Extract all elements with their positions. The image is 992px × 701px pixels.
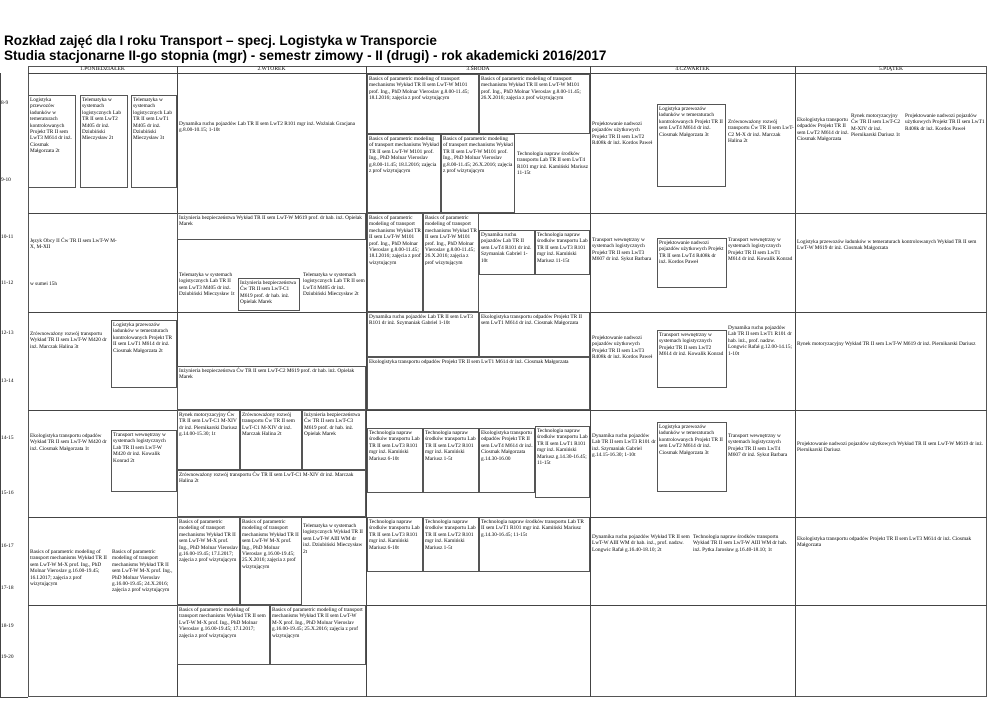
row-divider — [28, 213, 987, 214]
class-cell: Dynamika ruchu pojazdów Lab TR II sem LwT1 R101 dr hab. inż., prof. nadzw. Longwic Rafał g.12.00-14.15; 1-10t — [728, 325, 792, 357]
class-cell: Projektowanie nadwozi pojazdów użytkowych Projekt TR II sem LwT2 R408k dr inż. Kordos Paweł — [592, 121, 653, 147]
class-cell: Transport wewnętrzny w systemach logistycznych Lab TR II sem LwT-W M420 dr inż. Kowalik Konrad 2t — [111, 430, 177, 492]
class-cell: Logistyka przewozów ładunków w temeraturach kontrolowanych Projekt TR II sem LwT1 M614 dr inż. Ciosmak Małgorzata 2t — [111, 320, 177, 388]
page-title: Rozkład zajęć dla I roku Transport – specj. Logistyka w Transporcie — [4, 33, 437, 48]
hour-label: 19-20 — [1, 654, 14, 660]
class-cell: Logistyka przewozów ładunków w temeraturach kontrolowanych Projekt TR II sem LwT2 M614 dr inż. Ciosmak Małgorzata 3t — [657, 422, 727, 492]
class-cell: Rynek motoryzacyjny Ćw TR II sem LwT-C2 M-XIV dr inż. Piernikarski Dariusz 1t — [851, 113, 901, 139]
class-cell: Transport wewnętrzny w systemach logistycznych Projekt TR II sem LwT1 M614 dr inż. Kowalik Konrad — [728, 237, 793, 263]
class-cell: Basics of parametric modeling of transport mechanisms Wykład TR II sem LwT-W M-X prof. Ing., PhD Molnar Vieroslav g.16.00-19.45; 25.X.2016; zajęcia z prof wizytującym — [240, 517, 302, 605]
class-cell: Inżynieria bezpieczeństwa Wykład TR II sem LwT-W M619 prof. dr hab. inż. Opielak Marek — [177, 213, 366, 240]
class-cell: Rynek motoryzacyjny Wykład TR II sem LwT-W M619 dr inż. Piernikarski Dariusz — [797, 341, 976, 347]
class-cell: Telematyka w systemach logistycznych Lab TR II sem LwT2 M405 dr inż. Dziubiński Mieczysław 2t — [80, 95, 128, 188]
class-cell: Logistyka przewozów ładunków w temeraturach kontrolowanych Projekt TR II sem LwT4 M614 dr inż. Ciosmak Małgorzata 3t — [657, 104, 726, 187]
hour-label: 12-13 — [1, 330, 14, 336]
class-cell: Dynamika ruchu pojazdów Lab TR II sem LwT3 R101 dr inż. Szymaniak Gabriel 1-10t — [367, 312, 479, 357]
class-cell: Ekologistyka transportu odpadów Projekt TR II sem LwT1 M614 dr inż. Ciosmak Małgorzata — [479, 312, 590, 357]
class-cell: Ekologistyka transportu odpadów Wykład TR II sem LwT-W M420 dr inż. Ciosmak Małgorzata 1t — [30, 433, 107, 452]
day-header: 4.CZWARTEK — [675, 66, 710, 72]
class-cell: Dynamika ruchu pojazdów Lab TR II sem LwT3 R101 dr inż. Szymaniak Gabriel g.14.15-16.30; 1-10t — [592, 433, 656, 459]
class-cell: Basics of parametric modeling of transport mechanisms Wykład TR II sem LwT-W M-X prof. Ing., PhD Molnar Vieroslav g.16.00-19.45; 24.X.2016; zajęcia z prof wizytującym — [112, 549, 173, 594]
class-cell: Telematyka w systemach logistycznych Lab TR II sem LwT3 M405 dr inż. Dziubiński Mieczysław 1t — [179, 272, 235, 298]
class-cell: Zrównoważony rozwój transportu Wykład TR II sem LwT-W M420 dr inż. Marczak Halina 3t — [30, 331, 107, 350]
class-cell: Rynek motoryzacyjny Ćw TR II sem LwT-C1 M-XIV dr inż. Piernikarski Dariusz g.14.00-15.30; 1t — [177, 410, 240, 470]
class-cell: Zrównoważony rozwój transportu Ćw TR II sem LwT-C1 M-XIV dr inż. Marczak Halina 2t — [240, 410, 302, 470]
class-cell: Dynamika ruchu pojazdów Lab TR II sem LwT2 R101 mgr inż. Woźniak Gracjana g.8.00-10.15; 1-10t — [179, 121, 356, 134]
class-cell: Basics of parametric modeling of transport mechanisms Wykład TR II sem LwT-W M-X prof. Ing., PhD Molnar Vieroslav g.16.00-19.45; 17.I.2017; zajęcia z prof wizytującym — [177, 605, 270, 665]
class-cell: Dynamika ruchu pojazdów Wykład TR II sem LwT-W AIII WM dr hab. inż., prof. nadzw. Longwic Rafał g.16.40-18.10; 2t — [592, 534, 690, 553]
class-cell: Inżynieria bezpieczeństwa Ćw TR II sem LwT-C2 M619 prof. dr hab. inż. Opielak Marek — [177, 366, 366, 410]
class-cell: Technologia napraw środków transportu Lab TR II sem LwT2 R101 mgr inż. Kamiński Mariusz 1-5t — [423, 517, 479, 572]
day-header: 1.PONIEDZIAŁEK — [80, 66, 125, 72]
class-cell: Basics of parametric modeling of transport mechanisms Wykład TR II sem LwT-W M-X prof. Ing., PhD Molnar Vieroslav g.16.00-19.45; 17.I.2017; zajęcia z prof wizytującym — [177, 517, 240, 605]
class-cell: Telematyka w systemach logistycznych Lab TR II sem LwT1 M405 dr inż. Dziubiński Mieczysław 3t — [131, 95, 177, 188]
class-cell: Technologia napraw środków transportu Lab TR II sem LwT1 R101 mgr inż. Kamiński Mariusz g.14.30-16.45; 11-15t — [535, 426, 590, 498]
class-cell: Projektowanie nadwozi pojazdów użytkowych Projekt TR II sem LwT1 R408k dr inż. Kordos Paweł — [905, 113, 985, 132]
class-cell: Technologia napraw środków transportu Lab TR II sem LwT1 R101 mgr inż. Kamiński Mariusz g.14.30-16.45; 11-15t — [479, 517, 590, 572]
class-cell: Transport wewnętrzny w systemach logistycznych Projekt TR II sem LwT4 M607 dr inż. Sykut Barbara — [728, 433, 788, 459]
class-cell: Transport wewnętrzny w systemach logistycznych Projekt TR II sem LwT2 M614 dr inż. Kowalik Konrad — [657, 330, 727, 388]
class-cell: Inżynieria bezpieczeństwa Ćw TR II sem LwT-C3 M619 prof. dr hab. inż. Opielak Marek — [302, 410, 366, 470]
class-cell: Technologia napraw środków transportu Lab TR II sem LwT2 R101 mgr inż. Kamiński Mariusz 1-5t — [423, 428, 479, 493]
class-cell: Telematyka w systemach logistycznych Wykład TR II sem LwT-W AIII WM dr inż. Dziubiński Mieczysław 2t — [303, 523, 363, 555]
hour-label: 14-15 — [1, 435, 14, 441]
class-cell: Projektowanie nadwozi pojazdów użytkowych Projekt TR II sem LwT3 R408k dr inż. Kordos Paweł — [592, 335, 653, 361]
class-cell: Projektowanie nadwozi pojazdów użytkowych Wykład TR II sem LwT-W M619 dr inż. Piernikarski Dariusz — [797, 441, 984, 454]
day-header: 3.ŚRODA — [466, 66, 490, 72]
hour-label: 9-10 — [1, 177, 11, 183]
hour-label: 10-11 — [1, 234, 14, 240]
class-cell: Ekologistyka transportu odpadów Projekt TR II sem LwT2 M614 dr inż. Ciosmak Małgorzata — [797, 117, 849, 143]
row-divider — [28, 410, 987, 411]
hour-label: 11-12 — [1, 280, 14, 286]
class-cell: Basics of parametric modeling of transport mechanisms Wykład TR II sem LwT-W M-X prof. Ing., PhD Molnar Vieroslav g.16.00-19.45; 25.X.2016; zajęcia z prof wizytującym — [270, 605, 366, 665]
class-cell: Basics of parametric modeling of transport mechanisms Wykład TR II sem LwT-W M101 prof. Ing., PhD Molnar Vieroslav g.8.00-11.45; 26.X.2016; zajęcia z prof wizytującym — [479, 74, 590, 134]
class-cell: Zrównoważony rozwój transportu Ćw TR II sem LwT-C2 M-X dr inż. Marczak Halina 2t — [728, 119, 794, 145]
day-header: 2.WTOREK — [257, 66, 286, 72]
hour-label: 16-17 — [1, 543, 14, 549]
class-cell: Ekologistyka transportu odpadów Projekt TR II sem LwT3 M614 dr inż. Ciosmak Małgorzata — [797, 536, 972, 549]
class-cell: Zrównoważony rozwój transportu Ćw TR II sem LwT-C1 M-XIV dr inż. Marczak Halina 2t — [177, 470, 366, 517]
class-cell: Inżynieria bezpieczeństwa Ćw TR II sem LwT-C1 M619 prof. dr hab. inż. Opielak Marek — [238, 278, 300, 311]
class-cell: Transport wewnętrzny w systemach logistycznych Projekt TR II sem LwT3 M607 dr inż. Sykut Barbara — [592, 237, 652, 263]
class-cell: Ekologistyka transportu odpadów Projekt TR II sem LwT4 M614 dr inż. Ciosmak Małgorzata g.14.30-16.00 — [479, 428, 535, 493]
class-cell: Basics of parametric modeling of transport mechanisms Wykład TR II sem LwT-W M101 prof. Ing., PhD Molnar Vieroslav g.8.00-11.45; 18.I.2016; zajęcia z prof wizytującym — [367, 134, 441, 213]
class-cell: Basics of parametric modeling of transport mechanisms Wykład TR II sem LwT-W M101 prof. Ing., PhD Molnar Vieroslav g.8.00-11.45; 26.X.2016; zajęcia z prof wizytującym — [423, 213, 479, 312]
class-cell: Projektowanie nadwozi pojazdów użytkowych Projekt TR II sem LwT4 R408k dr inż. Kordos Paweł — [657, 238, 727, 288]
hour-column-border — [0, 697, 28, 698]
class-cell: Technologia napraw środków transportu Lab TR II sem LwT3 R101 mgr inż. Kamiński Mariusz 6-10t — [367, 517, 423, 572]
hour-label: 8-9 — [1, 100, 9, 106]
class-cell: Basics of parametric modeling of transport mechanisms Wykład TR II sem LwT-W M101 prof. Ing., PhD Molnar Vieroslav g.8.00-11.45; 18.I.2016; zajęcia z prof wizytującym — [367, 213, 423, 312]
class-cell: Basics of parametric modeling of transport mechanisms Wykład TR II sem LwT-W M101 prof. Ing., PhD Molnar Vieroslav g.8.00-11.45; 18.I.2016; zajęcia z prof wizytującym — [367, 74, 479, 134]
class-cell: Logistyka przewozów ładunków w temeraturach kontrolowanych Wykład TR II sem LwT-W M619 dr inż. Ciosmak Małgorzata — [797, 239, 977, 252]
class-cell: Logistyka przewozów ładunków w temeraturach kontrolowanych Projekt TR II sem LwT3 M614 dr inż. Ciosmak Małgorzata 2t — [28, 95, 76, 188]
class-cell: Technologia napraw środków transportu Lab TR II sem LwT3 R101 mgr inż. Kamiński Mariusz 11-15t — [535, 230, 590, 275]
hour-column-border — [0, 73, 1, 697]
class-cell: Basics of parametric modeling of transport mechanisms Wykład TR II sem LwT-W M-X prof. Ing., PhD Molnar Vieroslav g.16.00-19.45; 16.I.2017; zajęcia z prof wizytującym — [30, 549, 107, 588]
page-subtitle: Studia stacjonarne II-go stopnia (mgr) - semestr zimowy - II (drugi) - rok akademicki 2016/2017 — [4, 48, 607, 63]
class-cell: Język Obcy II Ćw TR II sem LwT-W M-X, M-XII — [30, 238, 117, 251]
hour-label: 13-14 — [1, 378, 14, 384]
class-cell: Ekologistyka transportu odpadów Projekt TR II sem LwT1 M614 dr inż. Ciosmak Małgorzata — [367, 357, 590, 410]
class-cell: Technologia napraw środków transportu Wykład TR II sem LwT-W AIII WM dr hab. inż. Pytka Jarosław g.16.40-18.10; 1t — [693, 534, 788, 553]
hour-label: 15-16 — [1, 490, 14, 496]
class-cell: Technologia napraw środków transportu Lab TR II sem LwT4 R101 mgr inż. Kamiński Mariusz 11-15t — [517, 151, 589, 177]
day-header: 5.PIĄTEK — [878, 66, 904, 72]
class-cell: Dynamika ruchu pojazdów Lab TR II sem LwT4 R101 dr inż. Szymaniak Gabriel 1-10t — [479, 230, 535, 275]
hour-label: 17-18 — [1, 585, 14, 591]
class-cell: Basics of parametric modeling of transport mechanisms Wykład TR II sem LwT-W M101 prof. Ing., PhD Molnar Vieroslav g.8.00-11.45; 26.X.2016; zajęcia z prof wizytującym — [441, 134, 515, 213]
class-cell: Telematyka w systemach logistycznych Lab TR II sem LwT4 M405 dr inż. Dziubiński Mieczysław 2t — [303, 272, 365, 298]
class-cell: Technologia napraw środków transportu Lab TR II sem LwT3 R101 mgr inż. Kamiński Mariusz 6-10t — [367, 428, 423, 493]
class-cell: w sumei 15h — [30, 281, 58, 287]
hour-label: 18-19 — [1, 623, 14, 629]
